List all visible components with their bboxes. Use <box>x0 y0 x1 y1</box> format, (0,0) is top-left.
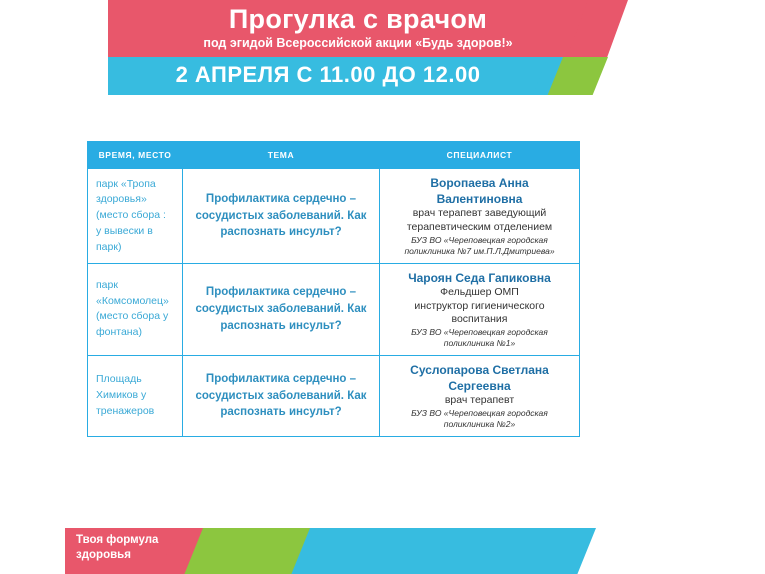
poster-footer <box>0 528 765 574</box>
column-header-place: ВРЕМЯ, МЕСТО <box>88 142 183 169</box>
specialist-role-line-2: терапевтическим отделением <box>406 221 553 234</box>
cell-topic: Профилактика сердечно – сосудистых заболеваний. Как распознать инсульт? <box>183 263 380 355</box>
page-subtitle: под эгидой Всероссийской акции «Будь здоров!» <box>203 36 513 50</box>
cell-topic: Профилактика сердечно – сосудистых заболеваний. Как распознать инсульт? <box>183 355 380 436</box>
specialist-role-line-1: врач терапевт <box>444 394 515 407</box>
footer-slogan-line-1: Твоя формула <box>76 534 159 546</box>
specialist-name: Чароян Седа Гапиковна <box>408 270 551 285</box>
table-row <box>88 355 580 436</box>
table-row <box>88 263 580 355</box>
specialist-name: Суслопарова Светлана Сергеевна <box>410 362 549 394</box>
specialist-name: Воропаева Анна Валентиновна <box>430 176 529 207</box>
footer-blue-band <box>277 528 596 574</box>
schedule-table-wrapper <box>87 141 579 437</box>
table-header-row <box>88 142 580 169</box>
cell-place: парк «Тропа здоровья» (место сбора : у вывески в парк) <box>88 169 183 264</box>
page-title: Прогулка с врачом <box>228 4 488 34</box>
footer-slogan <box>76 533 206 563</box>
cell-specialist <box>380 263 580 355</box>
column-header-specialist: СПЕЦИАЛИСТ <box>380 142 580 169</box>
table-row <box>88 169 580 264</box>
cell-topic: Профилактика сердечно – сосудистых заболеваний. Как распознать инсульт? <box>183 169 380 264</box>
specialist-organization: БУЗ ВО «Череповецкая городская поликлиника №7 им.П.Л.Дмитриева» <box>404 234 555 256</box>
event-date: 2 АПРЕЛЯ С 11.00 ДО 12.00 <box>175 62 481 87</box>
column-header-topic: ТЕМА <box>183 142 380 169</box>
schedule-table <box>87 141 580 437</box>
specialist-organization: БУЗ ВО «Череповецкая городская поликлиника №2» <box>411 407 548 430</box>
cell-specialist <box>380 355 580 436</box>
cell-place: Площадь Химиков у тренажеров <box>88 355 183 436</box>
poster-header <box>0 0 765 95</box>
specialist-organization: БУЗ ВО «Череповецкая городская поликлиника №1» <box>411 326 548 348</box>
cell-place: парк «Комсомолец» (место сбора у фонтана) <box>88 263 183 355</box>
specialist-role-line-1: Фельдшер ОМП <box>440 285 519 298</box>
cell-specialist <box>380 169 580 264</box>
footer-slogan-line-2: здоровья <box>76 548 131 561</box>
specialist-role-line-2: инструктор гигиенического воспитания <box>414 299 545 326</box>
specialist-role-line-1: врач терапевт заведующий <box>412 207 547 220</box>
